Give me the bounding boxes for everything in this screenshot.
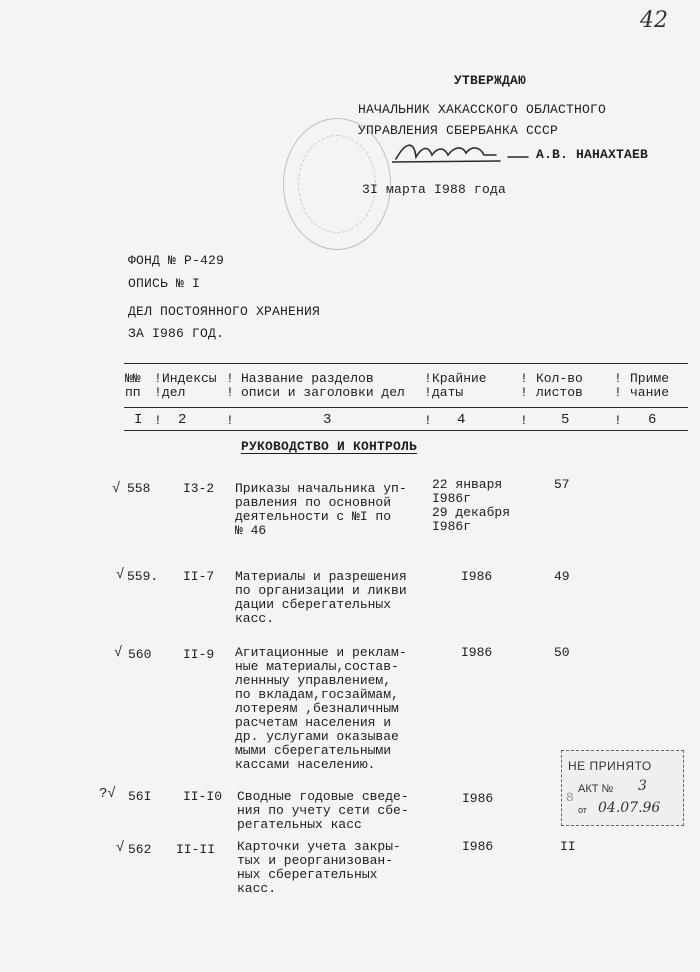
- row-check-mark: ?√: [99, 786, 116, 802]
- column-header-note: Приме чание: [630, 371, 670, 400]
- column-separator: ! !: [614, 371, 622, 400]
- column-separator: ! !: [154, 371, 162, 400]
- column-separator: !: [226, 413, 234, 428]
- stamp-date: 04.07.96: [598, 800, 661, 816]
- column-separator: ! !: [226, 371, 234, 400]
- row-check-mark: √: [116, 567, 125, 583]
- approval-title: УТВЕРЖДАЮ: [454, 73, 527, 88]
- column-separator: !: [614, 413, 622, 428]
- section-title: РУКОВОДСТВО И КОНТРОЛЬ: [241, 439, 418, 454]
- row-number: 560: [128, 647, 152, 662]
- column-number-3: 3: [323, 412, 334, 428]
- stamp-title: НЕ ПРИНЯТО: [568, 759, 652, 773]
- column-header-sheets: Кол-во листов: [536, 371, 583, 400]
- stamp-from-label: от: [578, 805, 587, 815]
- column-number-5: 5: [561, 412, 572, 428]
- row-sheets: II: [560, 839, 576, 854]
- inventory-title-line1: ДЕЛ ПОСТОЯННОГО ХРАНЕНИЯ: [128, 304, 321, 319]
- opis-number: ОПИСЬ № I: [128, 276, 201, 291]
- column-header-index: Индексы дел: [162, 371, 217, 400]
- row-dates: 22 января I986г 29 декабря I986г: [432, 477, 511, 534]
- row-number: 559.: [127, 569, 159, 584]
- column-number-2: 2: [178, 412, 189, 428]
- not-accepted-stamp: [561, 750, 684, 826]
- column-separator: !: [520, 413, 528, 428]
- row-index: II-7: [183, 569, 215, 584]
- column-number-6: 6: [648, 412, 659, 428]
- column-separator: !: [424, 413, 432, 428]
- row-check-mark: √: [116, 840, 125, 856]
- stamp-act-label: АКТ №: [578, 783, 614, 795]
- row-title: Агитационные и реклам- ные материалы,состав- леннныу управлением, по вкладам,госзаймам, лотереям ,безналичным расчетам населения и др. услугами оказывае мыми сберегательными кассами населению.: [235, 645, 407, 772]
- row-dates: I986: [461, 645, 493, 660]
- fond-number: ФОНД № Р-429: [128, 253, 225, 268]
- row-title: Сводные годовые сведе- ния по учету сети сбе- регательных касс: [237, 789, 409, 832]
- handwritten-signature: [392, 137, 532, 165]
- row-title: Приказы начальника уп- равления по основной деятельности с №I по № 46: [235, 481, 407, 538]
- stamp-act-number: 3: [638, 778, 647, 794]
- inventory-title-line2: ЗА I986 ГОД.: [128, 326, 225, 341]
- approval-date: 3I марта I988 года: [362, 182, 507, 197]
- approval-signatory: А.В. НАНАХТАЕВ: [536, 147, 649, 162]
- row-index: I3-2: [183, 481, 215, 496]
- row-index: II-I0: [183, 789, 223, 804]
- column-number-1: I: [134, 412, 145, 428]
- table-top-rule: [124, 363, 688, 364]
- header-rule: [124, 407, 688, 408]
- header-bottom-rule: [124, 430, 688, 431]
- column-separator: ! !: [424, 371, 432, 400]
- row-index: II-9: [183, 647, 215, 662]
- column-number-4: 4: [457, 412, 468, 428]
- row-number: 558: [127, 481, 151, 496]
- column-header-dates: Крайние даты: [432, 371, 487, 400]
- column-header-title: Название разделов описи и заголовки дел: [241, 371, 405, 400]
- row-index: II-II: [176, 842, 216, 857]
- page-number: 42: [640, 8, 668, 33]
- approval-position-line1: НАЧАЛЬНИК ХАКАССКОГО ОБЛАСТНОГО: [358, 102, 607, 117]
- row-sheets: 50: [554, 645, 570, 660]
- row-sheets: 49: [554, 569, 570, 584]
- row-number: 562: [128, 842, 152, 857]
- column-separator: ! !: [520, 371, 528, 400]
- row-check-mark: √: [112, 481, 121, 497]
- row-dates: I986: [462, 839, 494, 854]
- row-title: Материалы и разрешения по организации и ликви дации сберегательных касс.: [235, 569, 407, 626]
- approval-position-line2: УПРАВЛЕНИЯ СБЕРБАНКА СССР: [358, 123, 559, 138]
- row-dates: I986: [461, 569, 493, 584]
- row-number: 56I: [128, 789, 152, 804]
- column-header-number: №№ пп: [125, 371, 141, 400]
- row-dates: I986: [462, 791, 494, 806]
- row-check-mark: √: [114, 645, 123, 661]
- column-separator: !: [154, 413, 162, 428]
- row-title: Карточки учета закры- тых и реорганизован- ных сберегательных касс.: [237, 839, 401, 896]
- row-sheets: 57: [554, 477, 570, 492]
